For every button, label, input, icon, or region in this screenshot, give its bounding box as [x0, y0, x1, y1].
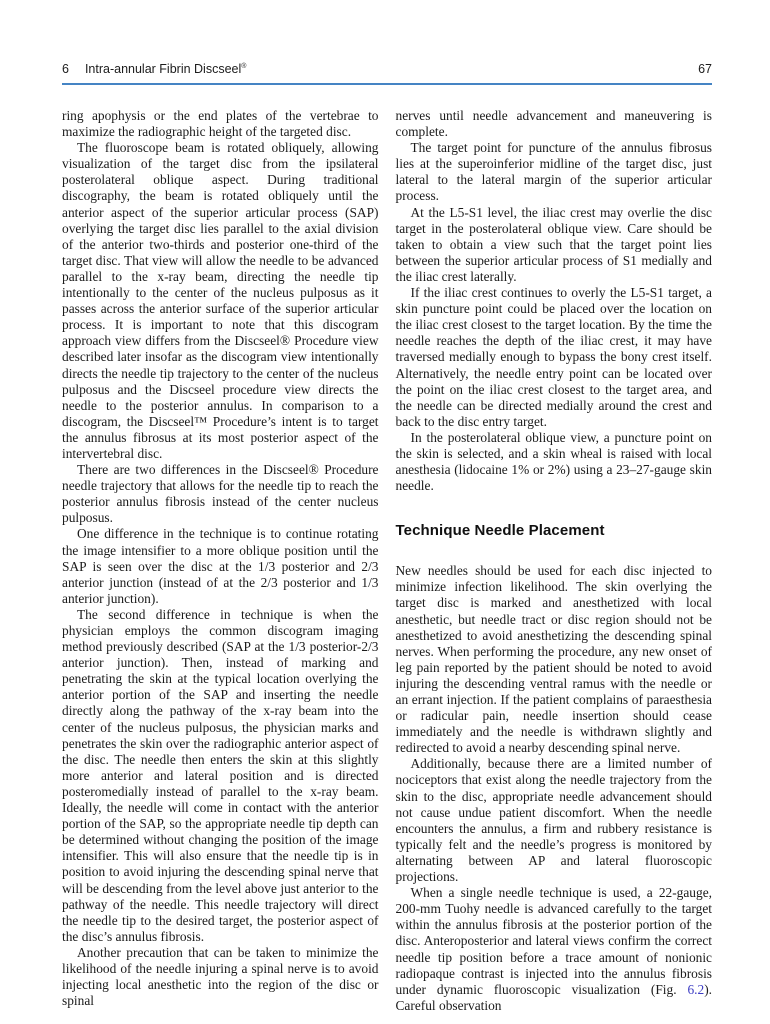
paragraph: nerves until needle advancement and maneuvering is complete.	[395, 108, 712, 140]
paragraph: The fluoroscope beam is rotated obliquely, allowing visualization of the target disc from the ipsilateral posterolateral oblique aspect. During traditional discography, the beam is rotated obliquely until the anterior aspect of the superior articular process (SAP) overlying the target disc lies parallel to the axial division of the anterior two-thirds and posterior one-third of the target disc. That view will allow the needle to be advanced parallel to the x-ray beam, directing the needle tip intentionally to the center of the nucleus pulposus as it passes across the anterior surface of the superior articular process. It is important to note that this discogram approach view differs from the Discseel® Procedure view described later insofar as the discogram view intentionally directs the needle tip trajectory to the center of the nucleus pulposus and the Discseel procedure view directs the needle to the posterior annulus. In comparison to a discogram, the Discseel™ Procedure’s intent is to target the annulus fibrosus at its most posterior aspect of the intervertebral disc.	[62, 140, 379, 461]
paragraph: One difference in the technique is to continue rotating the image intensifier to a more oblique position until the SAP is seen over the disc at the 1/3 posterior and 2/3 anterior junction (instead of at the 2/3 posterior and 1/3 anterior junction).	[62, 526, 379, 606]
paragraph: Another precaution that can be taken to minimize the likelihood of the needle injuring a spinal nerve is to avoid injecting local anesthetic into the region of the disc or spinal	[62, 944, 379, 1009]
trademark-symbol: ®	[241, 62, 247, 70]
running-header	[62, 62, 712, 85]
paragraph-with-figure-reference	[396, 885, 713, 1014]
paragraph: The second difference in technique is when the physician employs the common discogram imaging method previously described (SAP at the 1/3 posterior-2/3 anterior junction). Then, instead of marking and penetrating the skin at the typical location overlying the anterior portion of the SAP and inserting the needle directly along the pathway of the x-ray beam into the center of the nucleus pulposus, the physician marks and penetrates the skin over the radiographic anterior aspect of the disc. The needle then enters the skin at this slightly more anterior and lateral position and is directed posteromedially instead of parallel to the x-ray beam. Ideally, the needle will come in contact with the anterior portion of the SAP, so the appropriate needle tip depth can be determined without changing the position of the image intensifier. This will also ensure that the needle tip is in position to avoid injuring the descending spinal nerve that will be descending from the level above just anterior to the pathway of the needle. This needle trajectory will direct the needle tip to the desired target, the posterior aspect of the disc’s annulus fibrosis.	[62, 606, 379, 944]
paragraph: There are two differences in the Discseel® Procedure needle trajectory that allows for the needle tip to reach the posterior annulus fibrosis instead of the center nucleus pulposus.	[62, 462, 379, 526]
right-column	[396, 108, 713, 1014]
paragraph: Additionally, because there are a limited number of nociceptors that exist along the needle trajectory from the skin to the disc, appropriate needle advancement should not cause undue patient discomfort. When the needle encounters the annulus, a firm and rubbery resistance is typically felt and the needle’s progress is monitored by alternating between AP and lateral fluoroscopic projections.	[395, 756, 712, 885]
left-column	[62, 108, 379, 1014]
paragraph: At the L5-S1 level, the iliac crest may overlie the disc target in the posterolateral oblique view. Care should be taken to obtain a view such that the target point lies between the superior articular process of S1 medially and the iliac crest laterally.	[395, 204, 712, 284]
paragraph: New needles should be used for each disc injected to minimize infection likelihood. The skin overlying the target disc is marked and anesthetized with local anesthetic, but needle tract or disc region should not be anesthetized to avoid anesthetizing the descending spinal nerves. When performing the procedure, any new onset of leg pain reported by the patient should be noted to avoid injuring the descending ventral ramus with the needle or an errant injection. If the patient complains of paraesthesia or radicular pain, needle insertion should cease immediately and the needle is withdrawn slightly and redirected to avoid a nearby descending spinal nerve.	[395, 563, 712, 756]
paragraph: If the iliac crest continues to overly the L5-S1 target, a skin puncture point could be placed over the location on the iliac crest closest to the target location. By the time the needle reaches the depth of the iliac crest, it may have traversed medially enough to bypass the bony crest itself. Alternatively, the needle entry point can be located over the point on the iliac crest closest to the target area, and the needle can be directed medially around the crest and back to the disc entry target.	[395, 285, 712, 429]
paragraph: In the posterolateral oblique view, a puncture point on the skin is selected, and a skin wheal is raised with local anesthesia (lidocaine 1% or 2%) using a 23–27-gauge skin needle.	[395, 429, 712, 494]
paragraph: The target point for puncture of the annulus fibrosus lies at the superoinferior midline of the target disc, just lateral to the lateral margin of the superior articular process.	[395, 140, 712, 204]
figure-6-2-link[interactable]: 6.2	[687, 981, 705, 997]
paragraph: ring apophysis or the end plates of the vertebrae to maximize the radiographic height of the targeted disc.	[62, 108, 379, 140]
running-header-left	[62, 62, 246, 76]
paragraph-text: When a single needle technique is used, a 22-gauge, 200-mm Tuohy needle is advanced carefully to the target within the annulus fibrosis at the posterior portion of the disc. Anteroposterior and lateral views confirm the correct needle tip position before a trace amount of nonionic radiopaque contrast is injected into the annulus fibrosis under dynamic fluoroscopic visualization (Fig.	[395, 885, 712, 997]
chapter-title: Intra-annular Fibrin Discseel®	[84, 62, 247, 76]
page-number: 67	[698, 62, 712, 76]
chapter-number: 6	[62, 62, 69, 76]
text-columns	[62, 108, 712, 1014]
paragraph-text: ). Careful observation	[395, 981, 712, 1013]
section-heading: Technique Needle Placement	[395, 522, 605, 540]
